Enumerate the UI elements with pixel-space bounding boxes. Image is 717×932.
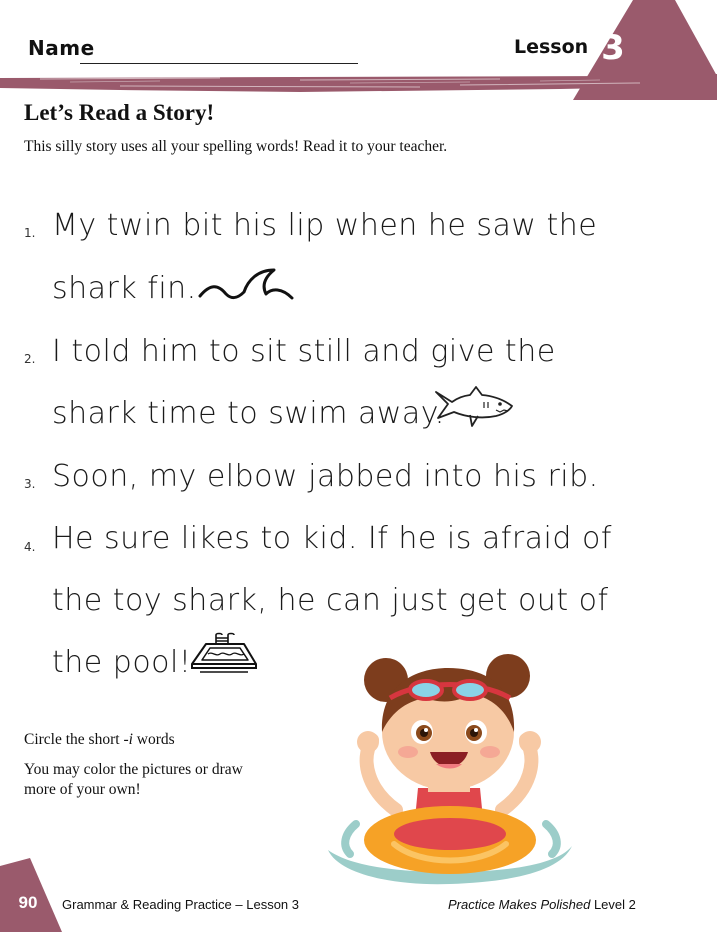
story-line: shark fin. [52, 271, 197, 306]
name-field[interactable] [80, 63, 358, 64]
shark-fin-icon [198, 264, 298, 304]
instruction-circle: Circle the short -i words [24, 731, 175, 748]
story-line: My twin bit his lip when he saw the [52, 208, 598, 243]
footer-left: Grammar & Reading Practice – Lesson 3 [62, 897, 299, 912]
name-label: Name [28, 36, 95, 60]
pool-icon [188, 632, 260, 676]
story-line: shark time to swim away. [52, 396, 445, 431]
story-number-2: 2. [24, 352, 36, 366]
swimming-girl-illustration [320, 640, 580, 892]
shark-icon [432, 384, 516, 432]
story-number-4: 4. [24, 540, 36, 554]
instruction-color: You may color the pictures or draw more of your own! [24, 761, 243, 798]
story-line: He sure likes to kid. If he is afraid of [52, 521, 612, 556]
story-line: I told him to sit still and give the [52, 334, 556, 369]
story-number-3: 3. [24, 477, 36, 491]
lesson-number: 3 [601, 28, 625, 68]
page-title: Let’s Read a Story! [24, 100, 215, 125]
page-number: 90 [18, 893, 38, 912]
footer-right: Practice Makes Polished Level 2 [448, 897, 636, 912]
lesson-label: Lesson [514, 36, 589, 58]
story-line: Soon, my elbow jabbed into his rib. [52, 459, 599, 494]
story-line: the toy shark, he can just get out of [52, 583, 609, 618]
story-line: the pool! [52, 645, 192, 680]
page-subtitle: This silly story uses all your spelling words! Read it to your teacher. [24, 138, 448, 155]
header-divider [0, 70, 717, 96]
story-number-1: 1. [24, 226, 36, 240]
